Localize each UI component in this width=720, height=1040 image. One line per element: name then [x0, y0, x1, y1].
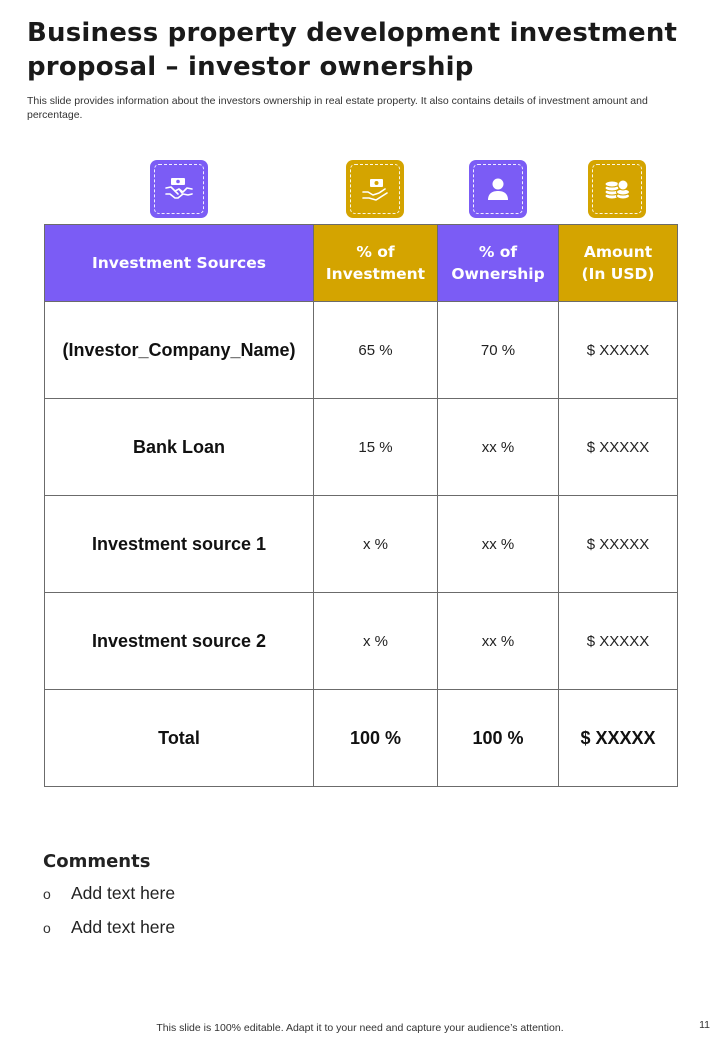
table-row — [45, 302, 678, 399]
money-hand-icon — [346, 160, 404, 218]
bullet-icon: o — [43, 885, 51, 902]
investment-percent-cell: 15 % — [314, 399, 438, 496]
table-header-row — [45, 225, 678, 302]
comment-item — [43, 917, 175, 938]
investment-percent-cell: x % — [314, 593, 438, 690]
ownership-percent-cell: 70 % — [438, 302, 559, 399]
investment-table — [44, 224, 678, 787]
comment-text: Add text here — [71, 883, 176, 903]
source-cell: Investment source 1 — [45, 496, 314, 593]
table-row — [45, 496, 678, 593]
investment-percent-cell: 65 % — [314, 302, 438, 399]
user-icon — [469, 160, 527, 218]
comment-item — [43, 883, 175, 904]
total-amount-cell: $ XXXXX — [559, 690, 678, 787]
header-investment-sources: Investment Sources — [45, 225, 314, 302]
investment-percent-cell: x % — [314, 496, 438, 593]
source-cell: (Investor_Company_Name) — [45, 302, 314, 399]
ownership-percent-cell: xx % — [438, 496, 559, 593]
total-ownership-cell: 100 % — [438, 690, 559, 787]
table-row — [45, 593, 678, 690]
handshake-icon — [150, 160, 208, 218]
coins-icon — [588, 160, 646, 218]
ownership-percent-cell: xx % — [438, 399, 559, 496]
source-cell: Investment source 2 — [45, 593, 314, 690]
header-percent-investment: % of Investment — [314, 225, 438, 302]
table-row — [45, 399, 678, 496]
total-label-cell: Total — [45, 690, 314, 787]
bullet-icon: o — [43, 919, 51, 936]
source-cell: Bank Loan — [45, 399, 314, 496]
page-number: 11 — [699, 1019, 710, 1031]
header-percent-ownership: % of Ownership — [438, 225, 559, 302]
amount-cell: $ XXXXX — [559, 399, 678, 496]
table-total-row — [45, 690, 678, 787]
amount-cell: $ XXXXX — [559, 593, 678, 690]
slide-title: Business property development investment proposal – investor ownership — [27, 18, 678, 82]
slide-subtitle: This slide provides information about the investors ownership in real estate property. It also contains details of investment amount and percentage. — [27, 95, 648, 121]
comments-heading: Comments — [43, 851, 151, 872]
comment-text: Add text here — [71, 917, 176, 937]
amount-cell: $ XXXXX — [559, 302, 678, 399]
amount-cell: $ XXXXX — [559, 496, 678, 593]
footer-note: This slide is 100% editable. Adapt it to your need and capture your audience’s attention. — [156, 1022, 564, 1034]
ownership-percent-cell: xx % — [438, 593, 559, 690]
total-investment-cell: 100 % — [314, 690, 438, 787]
header-amount-usd: Amount (In USD) — [559, 225, 678, 302]
